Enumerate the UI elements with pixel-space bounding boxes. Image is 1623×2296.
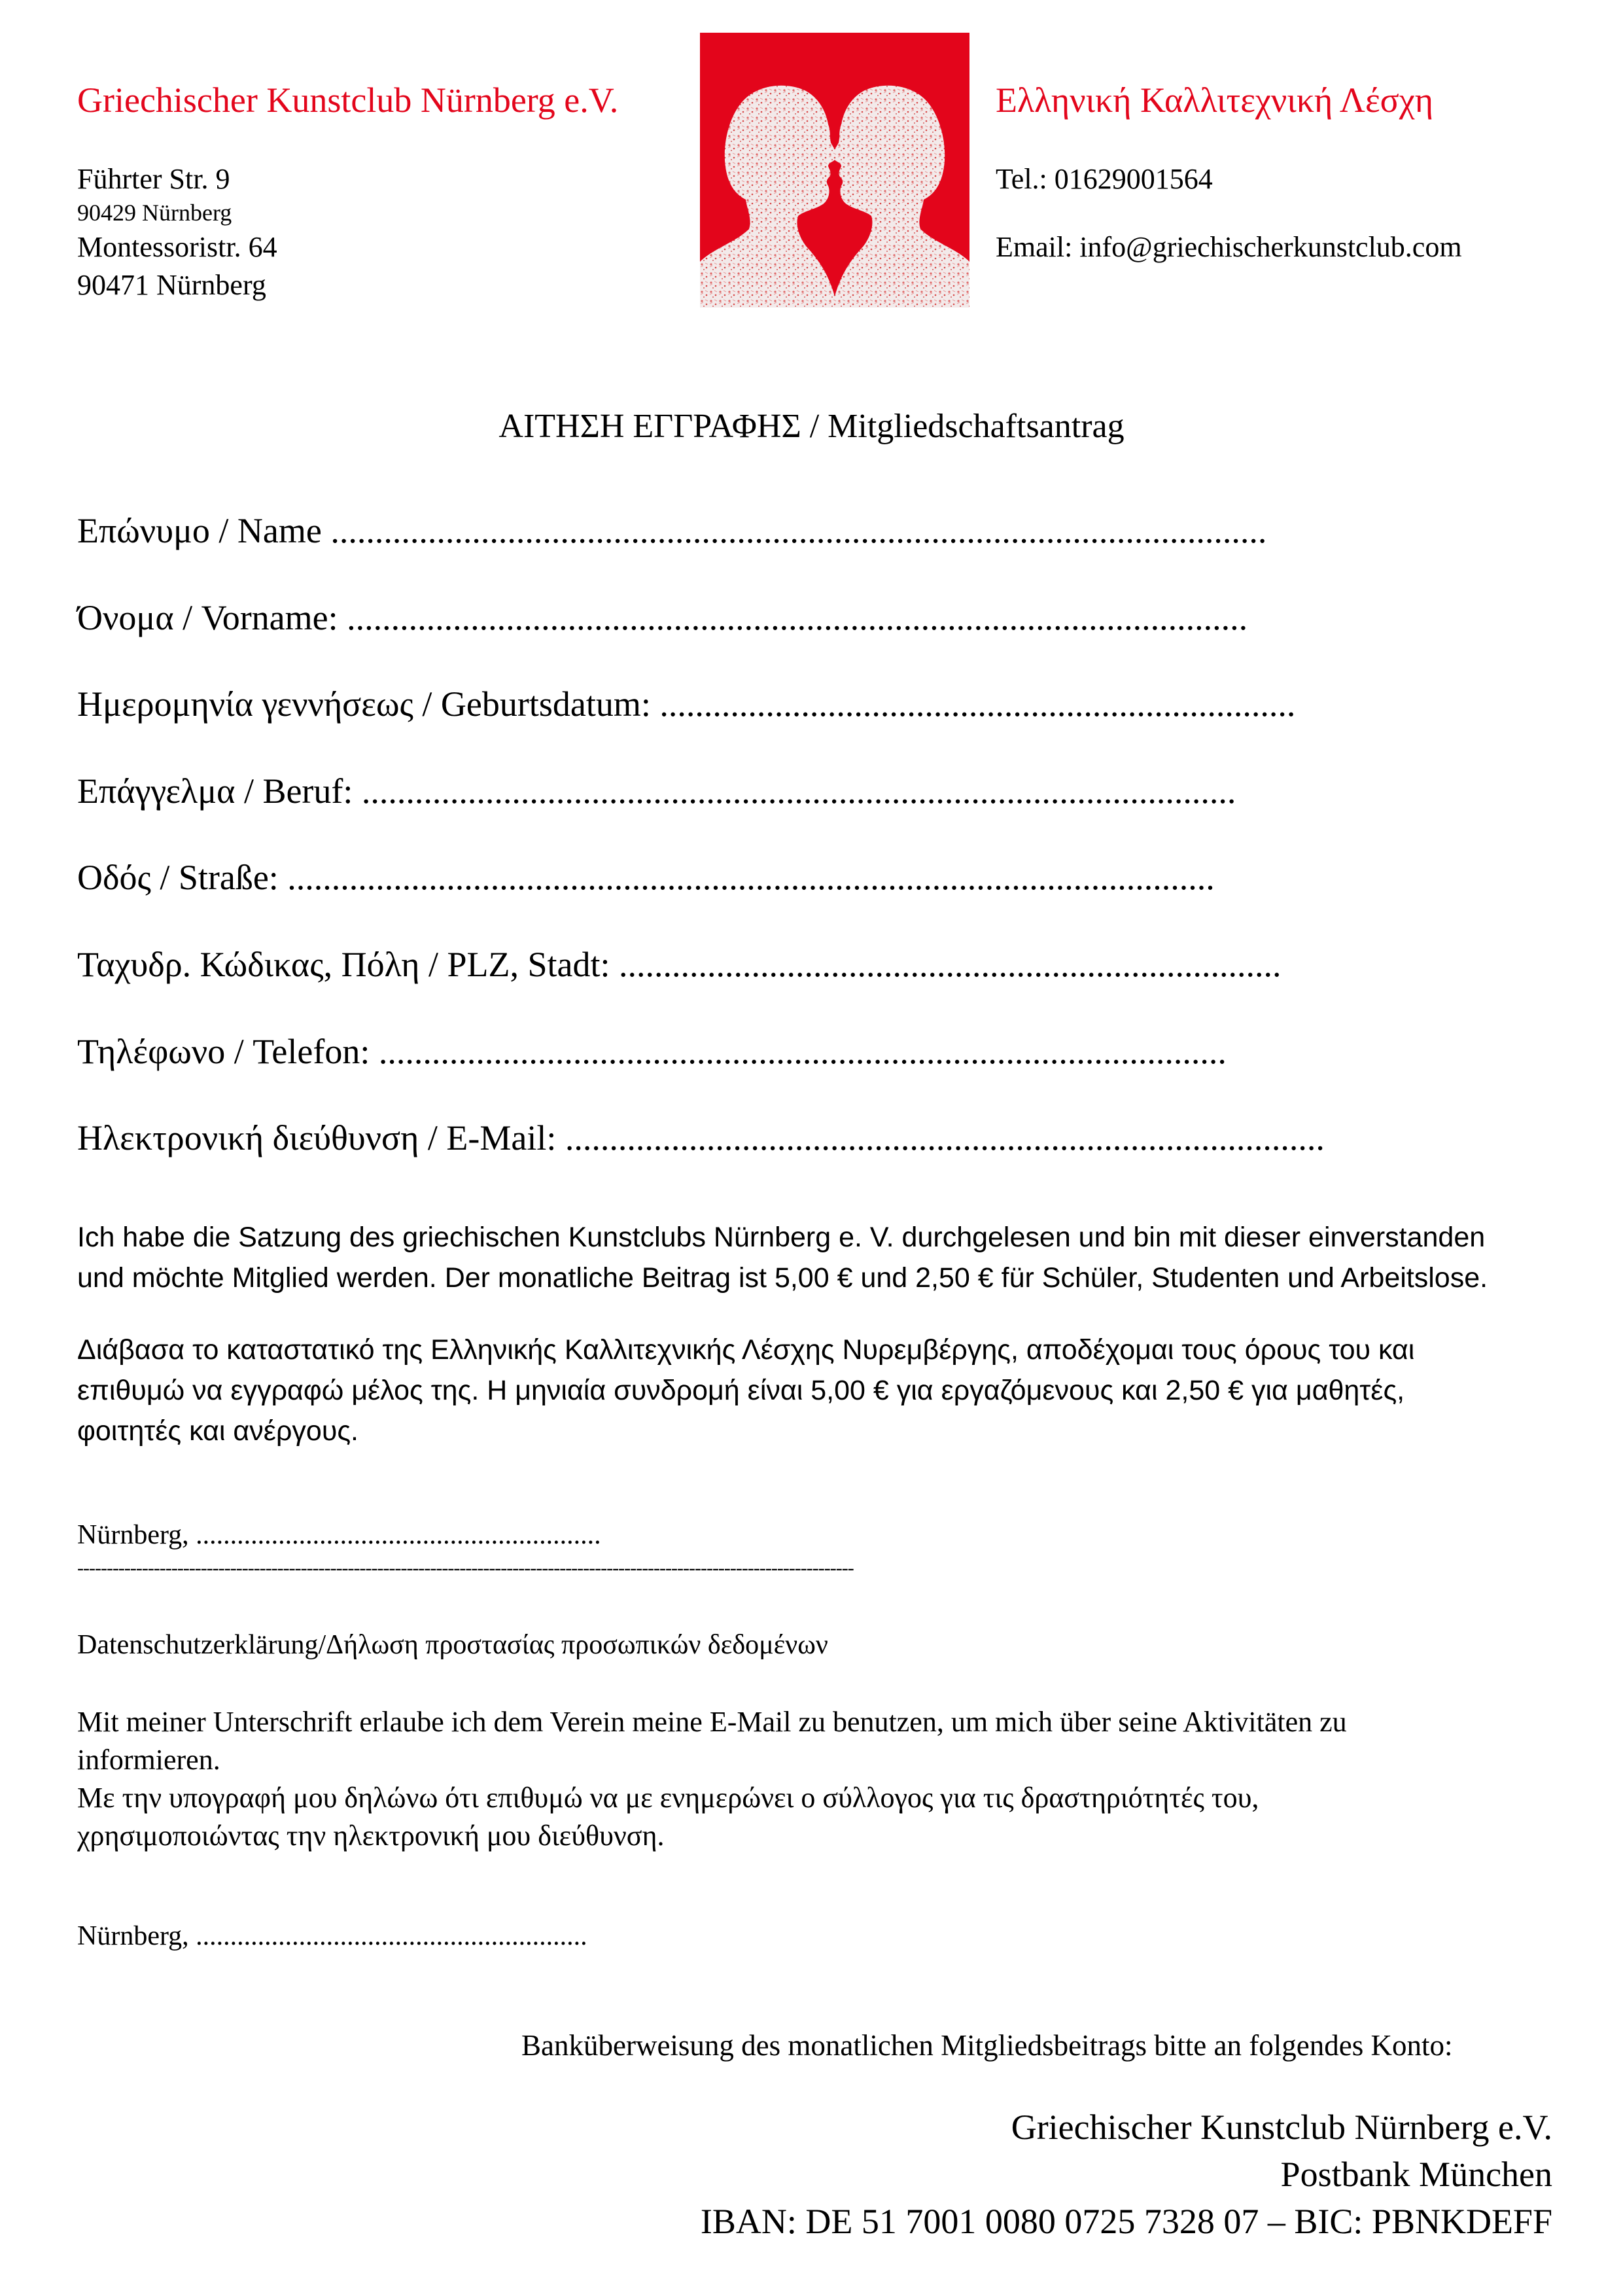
field-postcode-city[interactable] xyxy=(77,944,1282,985)
field-label: Ταχυδρ. Κώδικας, Πόλη / PLZ, Stadt: xyxy=(77,945,620,984)
bank-transfer-note: Banküberweisung des monatlichen Mitgliedsbeitrags bitte an folgendes Konto: xyxy=(521,2029,1453,2062)
club-name-german: Griechischer Kunstclub Nürnberg e.V. xyxy=(77,80,619,120)
bank-name: Postbank München xyxy=(1280,2155,1552,2194)
place-date-signature-1[interactable]: Nürnberg, ........................................................... xyxy=(77,1520,601,1550)
field-label: Όνομα / Vorname: xyxy=(77,598,347,637)
field-email[interactable] xyxy=(77,1118,1325,1158)
field-label: Επώνυμο / Name xyxy=(77,511,331,550)
statement-line: Ich habe die Satzung des griechischen Kunstclubs Nürnberg e. V. durchgelesen und bin mit dieser einverstanden xyxy=(77,1222,1486,1253)
divider: ------------------------------------------------------------------------------------------------------------------------------------ xyxy=(77,1557,854,1579)
statement-line: επιθυμώ να εγγραφώ μέλος της. Η μηνιαία συνδρομή είναι 5,00 € για εργαζόμενους και 2,50 € για μαθητές, xyxy=(77,1375,1405,1406)
statement-greek xyxy=(77,1330,1414,1451)
bank-iban-bic: IBAN: DE 51 7001 0080 0725 7328 07 – BIC: PBNKDEFF xyxy=(700,2202,1552,2241)
address-line-3: Montessoristr. 64 xyxy=(77,231,277,263)
two-faces-profile-logo-icon xyxy=(700,33,969,308)
contact-email: Email: info@griechischerkunstclub.com xyxy=(996,231,1462,263)
place-date-signature-2[interactable]: Nürnberg, ......................................................... xyxy=(77,1921,587,1951)
statement-line: Διάβασα το καταστατικό της Ελληνικής Καλλιτεχνικής Λέσχης Νυρεμβέργης, αποδέχομαι τους όρους του και xyxy=(77,1334,1415,1366)
field-birthdate[interactable] xyxy=(77,684,1295,724)
field-profession[interactable] xyxy=(77,771,1236,811)
field-surname[interactable] xyxy=(77,510,1266,551)
field-label: Οδός / Straße: xyxy=(77,858,288,897)
address-line-1: Führter Str. 9 xyxy=(77,163,230,195)
privacy-line: χρησιμοποιώντας την ηλεκτρονική μου διεύθυνση. xyxy=(77,1820,665,1852)
field-dots: ........................................................................... xyxy=(619,945,1282,984)
privacy-title: Datenschutzerklärung/Δήλωση προστασίας προσωπικών δεδομένων xyxy=(77,1630,828,1660)
field-dots: .......................................................................................................... xyxy=(330,511,1267,550)
privacy-line: informieren. xyxy=(77,1744,220,1776)
field-dots: ........................................................................ xyxy=(659,684,1296,724)
field-dots: ......................................................................................................... xyxy=(287,858,1215,897)
field-phone[interactable] xyxy=(77,1031,1227,1072)
field-firstname[interactable] xyxy=(77,597,1248,638)
field-dots: ................................................................................................ xyxy=(378,1032,1227,1071)
privacy-line: Mit meiner Unterschrift erlaube ich dem Verein meine E-Mail zu benutzen, um mich über seine Aktivitäten zu xyxy=(77,1706,1347,1738)
field-label: Τηλέφωνο / Telefon: xyxy=(77,1032,379,1071)
address-line-2: 90429 Nürnberg xyxy=(77,200,232,226)
field-street[interactable] xyxy=(77,857,1215,898)
privacy-text xyxy=(77,1703,1347,1855)
field-label: Επάγγελμα / Beruf: xyxy=(77,771,362,811)
statement-line: φοιτητές και ανέργους. xyxy=(77,1415,358,1447)
form-title: ΑΙΤΗΣΗ ΕΓΓΡΑΦΗΣ / Mitgliedschaftsantrag xyxy=(498,408,1125,445)
bank-account-holder: Griechischer Kunstclub Nürnberg e.V. xyxy=(1011,2108,1552,2147)
club-name-greek: Ελληνική Καλλιτεχνική Λέσχη xyxy=(996,80,1433,120)
field-label: Ημερομηνία γεννήσεως / Geburtsdatum: xyxy=(77,684,660,724)
field-label: Ηλεκτρονική διεύθυνση / E-Mail: xyxy=(77,1118,565,1157)
address-line-4: 90471 Nürnberg xyxy=(77,269,266,301)
field-dots: ...................................................................................... xyxy=(565,1118,1325,1157)
contact-phone: Tel.: 01629001564 xyxy=(996,163,1213,195)
field-dots: ...................................................................................................... xyxy=(347,598,1248,637)
privacy-line: Με την υπογραφή μου δηλώνω ότι επιθυμώ να με ενημερώνει ο σύλλογος για τις δραστηριότητές του, xyxy=(77,1782,1259,1814)
statement-line: und möchte Mitglied werden. Der monatliche Beitrag ist 5,00 € und 2,50 € für Schüler, Studenten und Arbeitslose. xyxy=(77,1262,1488,1294)
field-dots: ................................................................................................... xyxy=(361,771,1236,811)
statement-german xyxy=(77,1217,1488,1298)
